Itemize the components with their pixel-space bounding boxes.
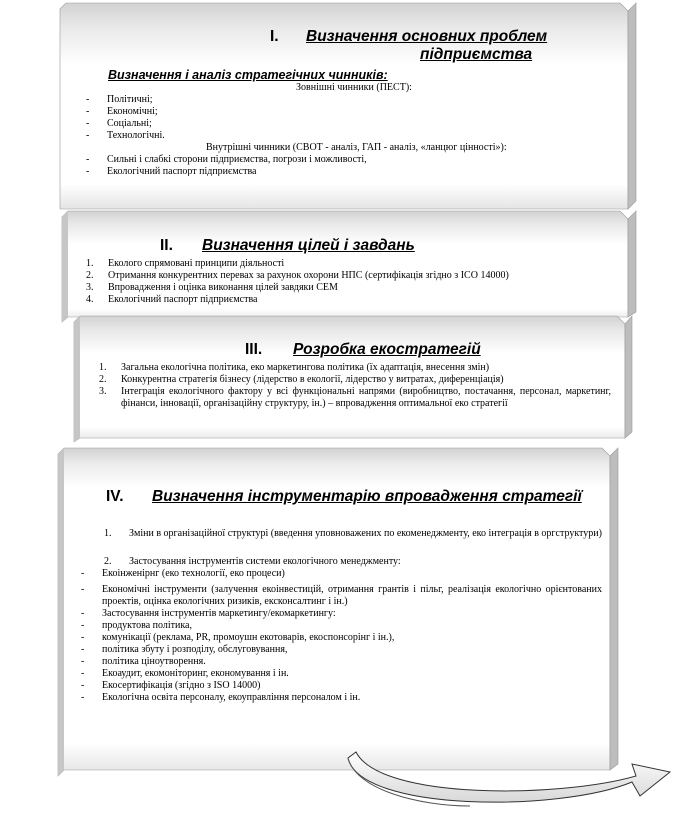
item-number: 2. xyxy=(99,374,107,385)
section1-title-line1: Визначення основних проблем xyxy=(306,28,548,45)
list-item: - Політичні; xyxy=(84,94,610,106)
item-number: 1. xyxy=(104,528,112,539)
list-item: - Екологічна освіта персоналу, екоуправління персоналом і ін. xyxy=(79,692,602,704)
section1-external-list xyxy=(84,94,610,142)
item-text: Отримання конкурентних перевах за рахунок охорони НПС (сертифікація згідно з ICO 14000) xyxy=(108,270,509,281)
item-number: 3. xyxy=(99,386,107,397)
item-text: Екологічний паспорт підприємства xyxy=(108,294,258,305)
section4-title xyxy=(106,488,602,506)
list-item: - Екоінженірнг (еко технології, еко процеси) xyxy=(79,568,602,580)
list-item: - Застосування інструментів маркетингу/екомаркетингу: xyxy=(79,608,602,620)
list-item: - Економічні інструменти (залучення екоінвестицій, отримання грантів і пільг, реалізація екологічно орієнтованих проектів, оцінка екологічних ризиків, ексконсалтинг і ін.) xyxy=(79,584,602,608)
section2-title xyxy=(160,237,616,255)
list-item: - Технологічні. xyxy=(84,130,610,142)
section1-external-heading: Зовнішні чинники (ПЕСТ): xyxy=(296,82,412,93)
section3 xyxy=(99,341,611,410)
item-text: Конкурентна стратегія бізнесу (лідерство в екології, лідерство у витратах, диференціація) xyxy=(121,374,504,385)
item-text: Зміни в організаційної структурі (введення уповноважених по екоменеджменту, еко інтеграція в оргструктури) xyxy=(129,528,602,539)
list-item xyxy=(99,362,611,374)
section4-item1 xyxy=(104,528,602,540)
section1 xyxy=(82,28,610,176)
list-item xyxy=(86,258,616,270)
list-item xyxy=(86,294,616,306)
section2-list xyxy=(86,258,616,306)
section4-number: IV. xyxy=(106,488,124,505)
item-text: Інтеграція екологічного фактору у всі функціональні напрями (виробництво, постачання, персонал, маркетинг, фінанси, інновації, організаційну структуру, ін.) – впровадження оптимальної еко стратегії xyxy=(121,386,611,409)
section4-list xyxy=(79,568,602,704)
item-number: 1. xyxy=(86,258,94,269)
section3-number: III. xyxy=(245,341,263,358)
section1-title-line2 xyxy=(420,46,610,64)
item-number: 3. xyxy=(86,282,94,293)
list-item: - Сильні і слабкі сторони підприємства, погрози і можливості, xyxy=(84,154,610,166)
item-text: Впровадження і оцінка виконання цілей завдяки СЕМ xyxy=(108,282,338,293)
list-item: - Екосертифікація (згідно з ISO 14000) xyxy=(79,680,602,692)
item-number: 2. xyxy=(86,270,94,281)
section2-title-text: Визначення цілей і завдань xyxy=(202,237,415,254)
list-item xyxy=(86,282,616,294)
list-item: - Економічні; xyxy=(84,106,610,118)
item-number: 1. xyxy=(99,362,107,373)
section1-subtitle: Визначення і аналіз стратегічних чинників: xyxy=(108,68,388,82)
section1-number: I. xyxy=(270,28,279,45)
list-item: - Екоаудит, екомоніторинг, економування і ін. xyxy=(79,668,602,680)
section3-title xyxy=(245,341,611,359)
list-item: - комунікації (реклама, PR, промоушн екотоварів, екоспонсорінг і ін.), xyxy=(79,632,602,644)
section2-number: II. xyxy=(160,237,173,254)
section4-item2 xyxy=(104,556,602,568)
section4-title-text: Визначення інструментарію впровадження стратегії xyxy=(152,488,582,505)
item-text: Еколого спрямовані принципи діяльності xyxy=(108,258,285,269)
section1-internal-list xyxy=(84,154,610,176)
item-text: Застосування інструментів системи екологічного менеджменту: xyxy=(129,556,401,567)
section3-list xyxy=(99,362,611,410)
list-item: - Екологічний паспорт підприємства xyxy=(84,166,610,176)
item-number: 2. xyxy=(104,556,112,567)
list-item xyxy=(99,386,611,410)
list-item xyxy=(86,270,616,282)
item-text: Загальна екологічна політика, еко маркетингова політика (їх адаптація, внесення змін) xyxy=(121,362,490,373)
section3-title-text: Розробка екостратегій xyxy=(293,341,481,358)
item-number: 4. xyxy=(86,294,94,305)
list-item: - політика збуту і розподілу, обслуговування, xyxy=(79,644,602,656)
section4 xyxy=(82,488,602,704)
list-item: - продуктова політика, xyxy=(79,620,602,632)
section1-title-line2-text: підприємства xyxy=(420,46,533,63)
section2 xyxy=(86,237,616,306)
section1-internal-heading: Внутрішні чинники (СВОТ - аналіз, ГАП - аналіз, «ланцюг цінності»): xyxy=(206,142,507,153)
section1-title xyxy=(270,28,610,46)
list-item: - Соціальні; xyxy=(84,118,610,130)
list-item xyxy=(99,374,611,386)
list-item: - політика ціноутворення. xyxy=(79,656,602,668)
